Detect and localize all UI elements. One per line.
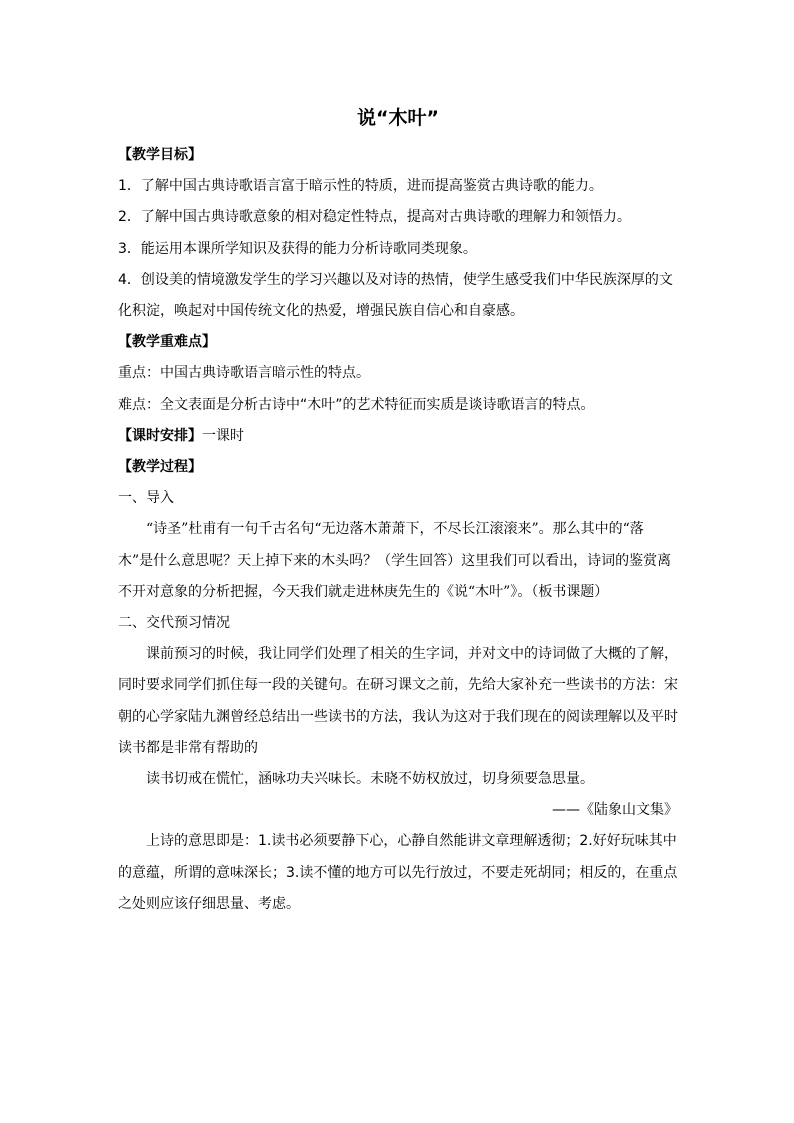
key-points-heading: 【教学重难点】 [118,334,216,351]
document-page [118,100,678,920]
section2-heading: 二、交代预习情况 [118,615,230,632]
objectives-heading: 【教学目标】 [118,147,202,163]
objective-item-2: 2．了解中国古典诗歌意象的相对稳定性特点，提高对古典诗歌的理解力和领悟力。 [118,209,631,226]
focus-point: 重点：中国古典诗歌语言暗示性的特点。 [118,365,370,382]
poem-line: 读书切戒在慌忙，涵咏功夫兴味长。未晓不妨权放过，切身须要急思量。 [146,771,594,788]
schedule-value: 一课时 [202,427,244,444]
process-heading: 【教学过程】 [118,459,202,476]
schedule-heading: 【课时安排】 [118,427,202,444]
section2-paragraph2: 上诗的意思即是：1.读书必须要静下心，心静自然能讲文章理解透彻；2.好好玩味其中的意蕴，所谓的意味深长；3.读不懂的地方可以先行放过，不要走死胡同；相反的，在重点之处则应该仔细思量、考虑。 [118,833,678,912]
schedule-line [118,421,678,452]
document-title: 说“木叶” [357,107,439,129]
poem-source: ——《陆象山文集》 [552,802,678,819]
section1-heading: 一、导入 [118,490,174,507]
objective-item-1: 1．了解中国古典诗歌语言富于暗示性的特质，进而提高鉴赏古典诗歌的能力。 [118,178,603,195]
difficulty-point: 难点：全文表面是分析古诗中“木叶”的艺术特征而实质是谈诗歌语言的特点。 [118,396,595,413]
section1-paragraph: “诗圣”杜甫有一句千古名句“无边落木萧萧下，不尽长江滚滚来”。那么其中的“落木”是什么意思呢？天上掉下来的木头吗？（学生回答）这里我们可以看出，诗词的鉴赏离不开对意象的分析把握，今天我们就走进林庚先生的《说“木叶”》。（板书课题） [118,521,672,600]
section2-paragraph1: 课前预习的时候，我让同学们处理了相关的生字词，并对文中的诗词做了大概的了解，同时要求同学们抓住每一段的关键句。在研习课文之前，先给大家补充一些读书的方法：宋朝的心学家陆九渊曾经总结出一些读书的方法，我认为这对于我们现在的阅读理解以及平时读书都是非常有帮助的 [118,646,678,756]
objective-item-4: 4．创设美的情境激发学生的学习兴趣以及对诗的热情，使学生感受我们中华民族深厚的文化积淀，唤起对中国传统文化的热爱，增强民族自信心和自豪感。 [118,271,673,320]
objective-item-3: 3．能运用本课所学知识及获得的能力分析诗歌同类现象。 [118,240,477,257]
